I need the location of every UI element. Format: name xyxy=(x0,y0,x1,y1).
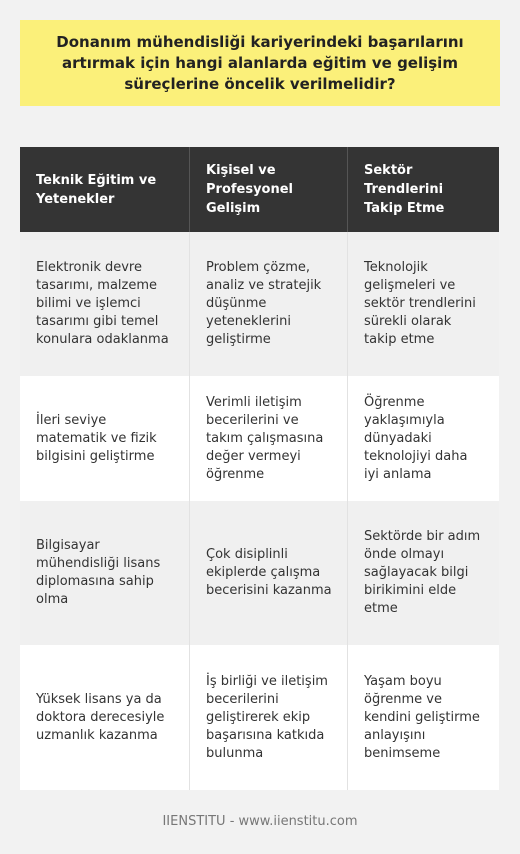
comparison-table xyxy=(20,147,499,790)
table-cell: İleri seviye matematik ve fizik bilgisini geliştirme xyxy=(20,376,190,501)
footer-credit: IIENSTITU - www.iienstitu.com xyxy=(162,814,358,829)
table-cell: Verimli iletişim becerilerini ve takım çalışmasına değer vermeyi öğrenme xyxy=(190,376,348,501)
column-header: Kişisel ve Profesyonel Gelişim xyxy=(190,147,348,232)
table-cell: Problem çözme, analiz ve stratejik düşünme yeteneklerini geliştirme xyxy=(190,232,348,376)
table-cell: Öğrenme yaklaşımıyla dünyadaki teknolojiyi daha iyi anlama xyxy=(348,376,499,501)
table-cell: Yaşam boyu öğrenme ve kendini geliştirme anlayışını benimseme xyxy=(348,645,499,790)
table-cell: Yüksek lisans ya da doktora derecesiyle uzmanlık kazanma xyxy=(20,645,190,790)
table-cell: Sektörde bir adım önde olmayı sağlayacak bilgi birikimini elde etme xyxy=(348,501,499,645)
column-header: Sektör Trendlerini Takip Etme xyxy=(348,147,499,232)
table-cell: Çok disiplinli ekiplerde çalışma becerisini kazanma xyxy=(190,501,348,645)
table-cell: Bilgisayar mühendisliği lisans diplomasına sahip olma xyxy=(20,501,190,645)
table-cell: İş birliği ve iletişim becerilerini geliştirerek ekip başarısına katkıda bulunma xyxy=(190,645,348,790)
page-title: Donanım mühendisliği kariyerindeki başarılarını artırmak için hangi alanlarda eğitim ve gelişim süreçlerine öncelik verilmelidir? xyxy=(56,32,464,93)
table-cell: Teknolojik gelişmeleri ve sektör trendlerini sürekli olarak takip etme xyxy=(348,232,499,376)
table-cell: Elektronik devre tasarımı, malzeme bilimi ve işlemci tasarımı gibi temel konulara odaklanma xyxy=(20,232,190,376)
title-banner xyxy=(20,20,500,106)
column-header: Teknik Eğitim ve Yetenekler xyxy=(20,147,190,232)
